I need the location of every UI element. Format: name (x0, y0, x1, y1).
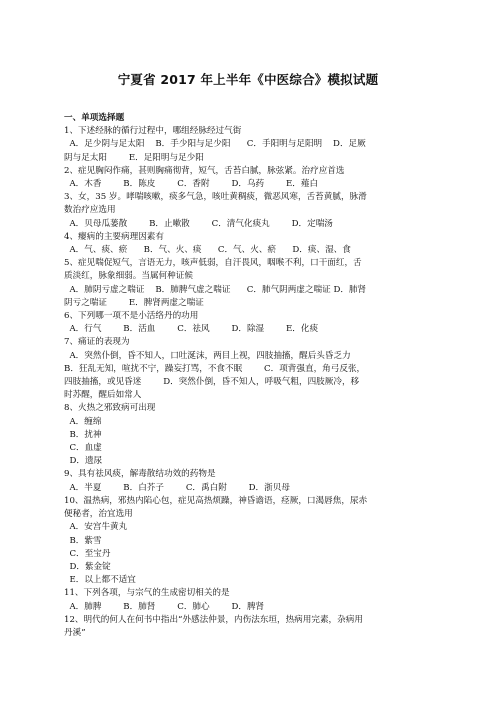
page-title: 宁夏省 2017 年上半年《中医综合》模拟试题 (117, 72, 379, 87)
section-heading: 一、单项选择题 (64, 113, 125, 123)
text-line: B．扰神 (64, 429, 102, 440)
text-line: C．至宝丹 (64, 548, 111, 559)
text-line: 四肢抽搐，或见昏迷 D．突然仆倒，昏不知人，呼吸气粗，四肢厥冷，移 (64, 377, 360, 388)
text-line: 阴亏之喘证 E．脾肾两虚之喘证 (64, 297, 204, 308)
text-line: 阴与足太阳 E．足阳明与足少阳 (64, 152, 204, 163)
text-line: 便秘者，治宜选用 (64, 509, 133, 520)
text-line: 2、症见胸闷作痛，甚则胸痛彻背，短气，舌苔白腻，脉弦紧。治疗应首选 (64, 165, 345, 176)
text-line: 数治疗应选用 (64, 205, 116, 216)
text-line: 12、明代的何人在何书中指出“外感法仲景，内伤法东垣，热病用完素，杂病用 (64, 614, 363, 625)
text-line: C．血虚 (64, 443, 102, 454)
text-line: 4、瘿病的主要病理因素有 (64, 231, 164, 242)
text-line: D．遗尿 (64, 456, 103, 467)
text-line: 9、具有祛风痰，解毒散结功效的药物是 (64, 469, 216, 480)
text-line: D．紫金锭 (64, 561, 111, 572)
text-line: A．安宫牛黄丸 (64, 522, 128, 533)
text-line: A．肺脾 B．肺肾 C．肺心 D．脾肾 (64, 601, 265, 612)
text-line: A．气、痰、瘀 B．气、火、痰 C．气、火、瘀 D．痰、湿、食 (64, 245, 351, 256)
text-line: A．足少阴与足太阳 B．手少阳与足少阳 C．手阳明与足阳明 D．足厥 (64, 139, 366, 150)
text-line: 质淡红，脉象细弱。当属何种证候 (64, 271, 193, 282)
text-line: 7、痛证的表现为 (64, 337, 130, 348)
text-line: B．狂乱无知，喧扰不宁，躁妄打骂，不食不眠 C．项背强直，角弓反张， (64, 363, 366, 374)
text-line: 1、下述经脉的循行过程中，哪组经脉经过气街 (64, 126, 242, 137)
text-line: 10、温热病，邪热内陷心包，症见高热烦躁，神昏谵语，痉厥，口渴唇焦，尿赤 (64, 495, 368, 506)
text-line: A．肺阴亏虚之喘证 B．肺脾气虚之喘证 C．肺气阴两虚之喘证 D．肺肾 (64, 284, 367, 295)
exam-content (64, 112, 440, 640)
text-line: A．木香 B．陈皮 C．香附 D．乌药 E．薤白 (64, 179, 319, 190)
text-line: A．半夏 B．白芥子 C．禹白附 D．浙贝母 (64, 482, 290, 493)
text-line: A．贝母瓜蒌散 B．止嗽散 C．清气化痰丸 D．定喘汤 (64, 218, 333, 229)
text-line: 丹溪” (64, 627, 86, 638)
text-line: A．突然仆倒，昏不知人，口吐涎沫，两目上视，四肢抽搐，醒后头昏乏力 (64, 350, 351, 361)
text-line: 3、女，35 岁。哮喘咳嗽，痰多气急，咳吐黄稠痰，微恶风寒，舌苔黄腻，脉滑 (64, 192, 367, 203)
text-line: E．以上都不适宜 (64, 575, 136, 586)
text-line: 11、下列各项，与宗气的生成密切相关的是 (64, 588, 230, 599)
text-line: 6、下列哪一项不是小活络丹的功用 (64, 311, 199, 322)
text-line: A．缠绵 (64, 416, 102, 427)
text-line: 时苏醒，醒后如常人 (64, 390, 142, 401)
question-lines (64, 125, 440, 640)
text-line: 5、症见喘促短气，言语无力，咳声低弱，自汗畏风，咽喉不利，口干面红，舌 (64, 258, 362, 269)
text-line: B．紫雪 (64, 535, 102, 546)
text-line: 8、火热之邪致病可出现 (64, 403, 156, 414)
text-line: A．行气 B．活血 C．祛风 D．除湿 E．化痰 (64, 324, 319, 335)
